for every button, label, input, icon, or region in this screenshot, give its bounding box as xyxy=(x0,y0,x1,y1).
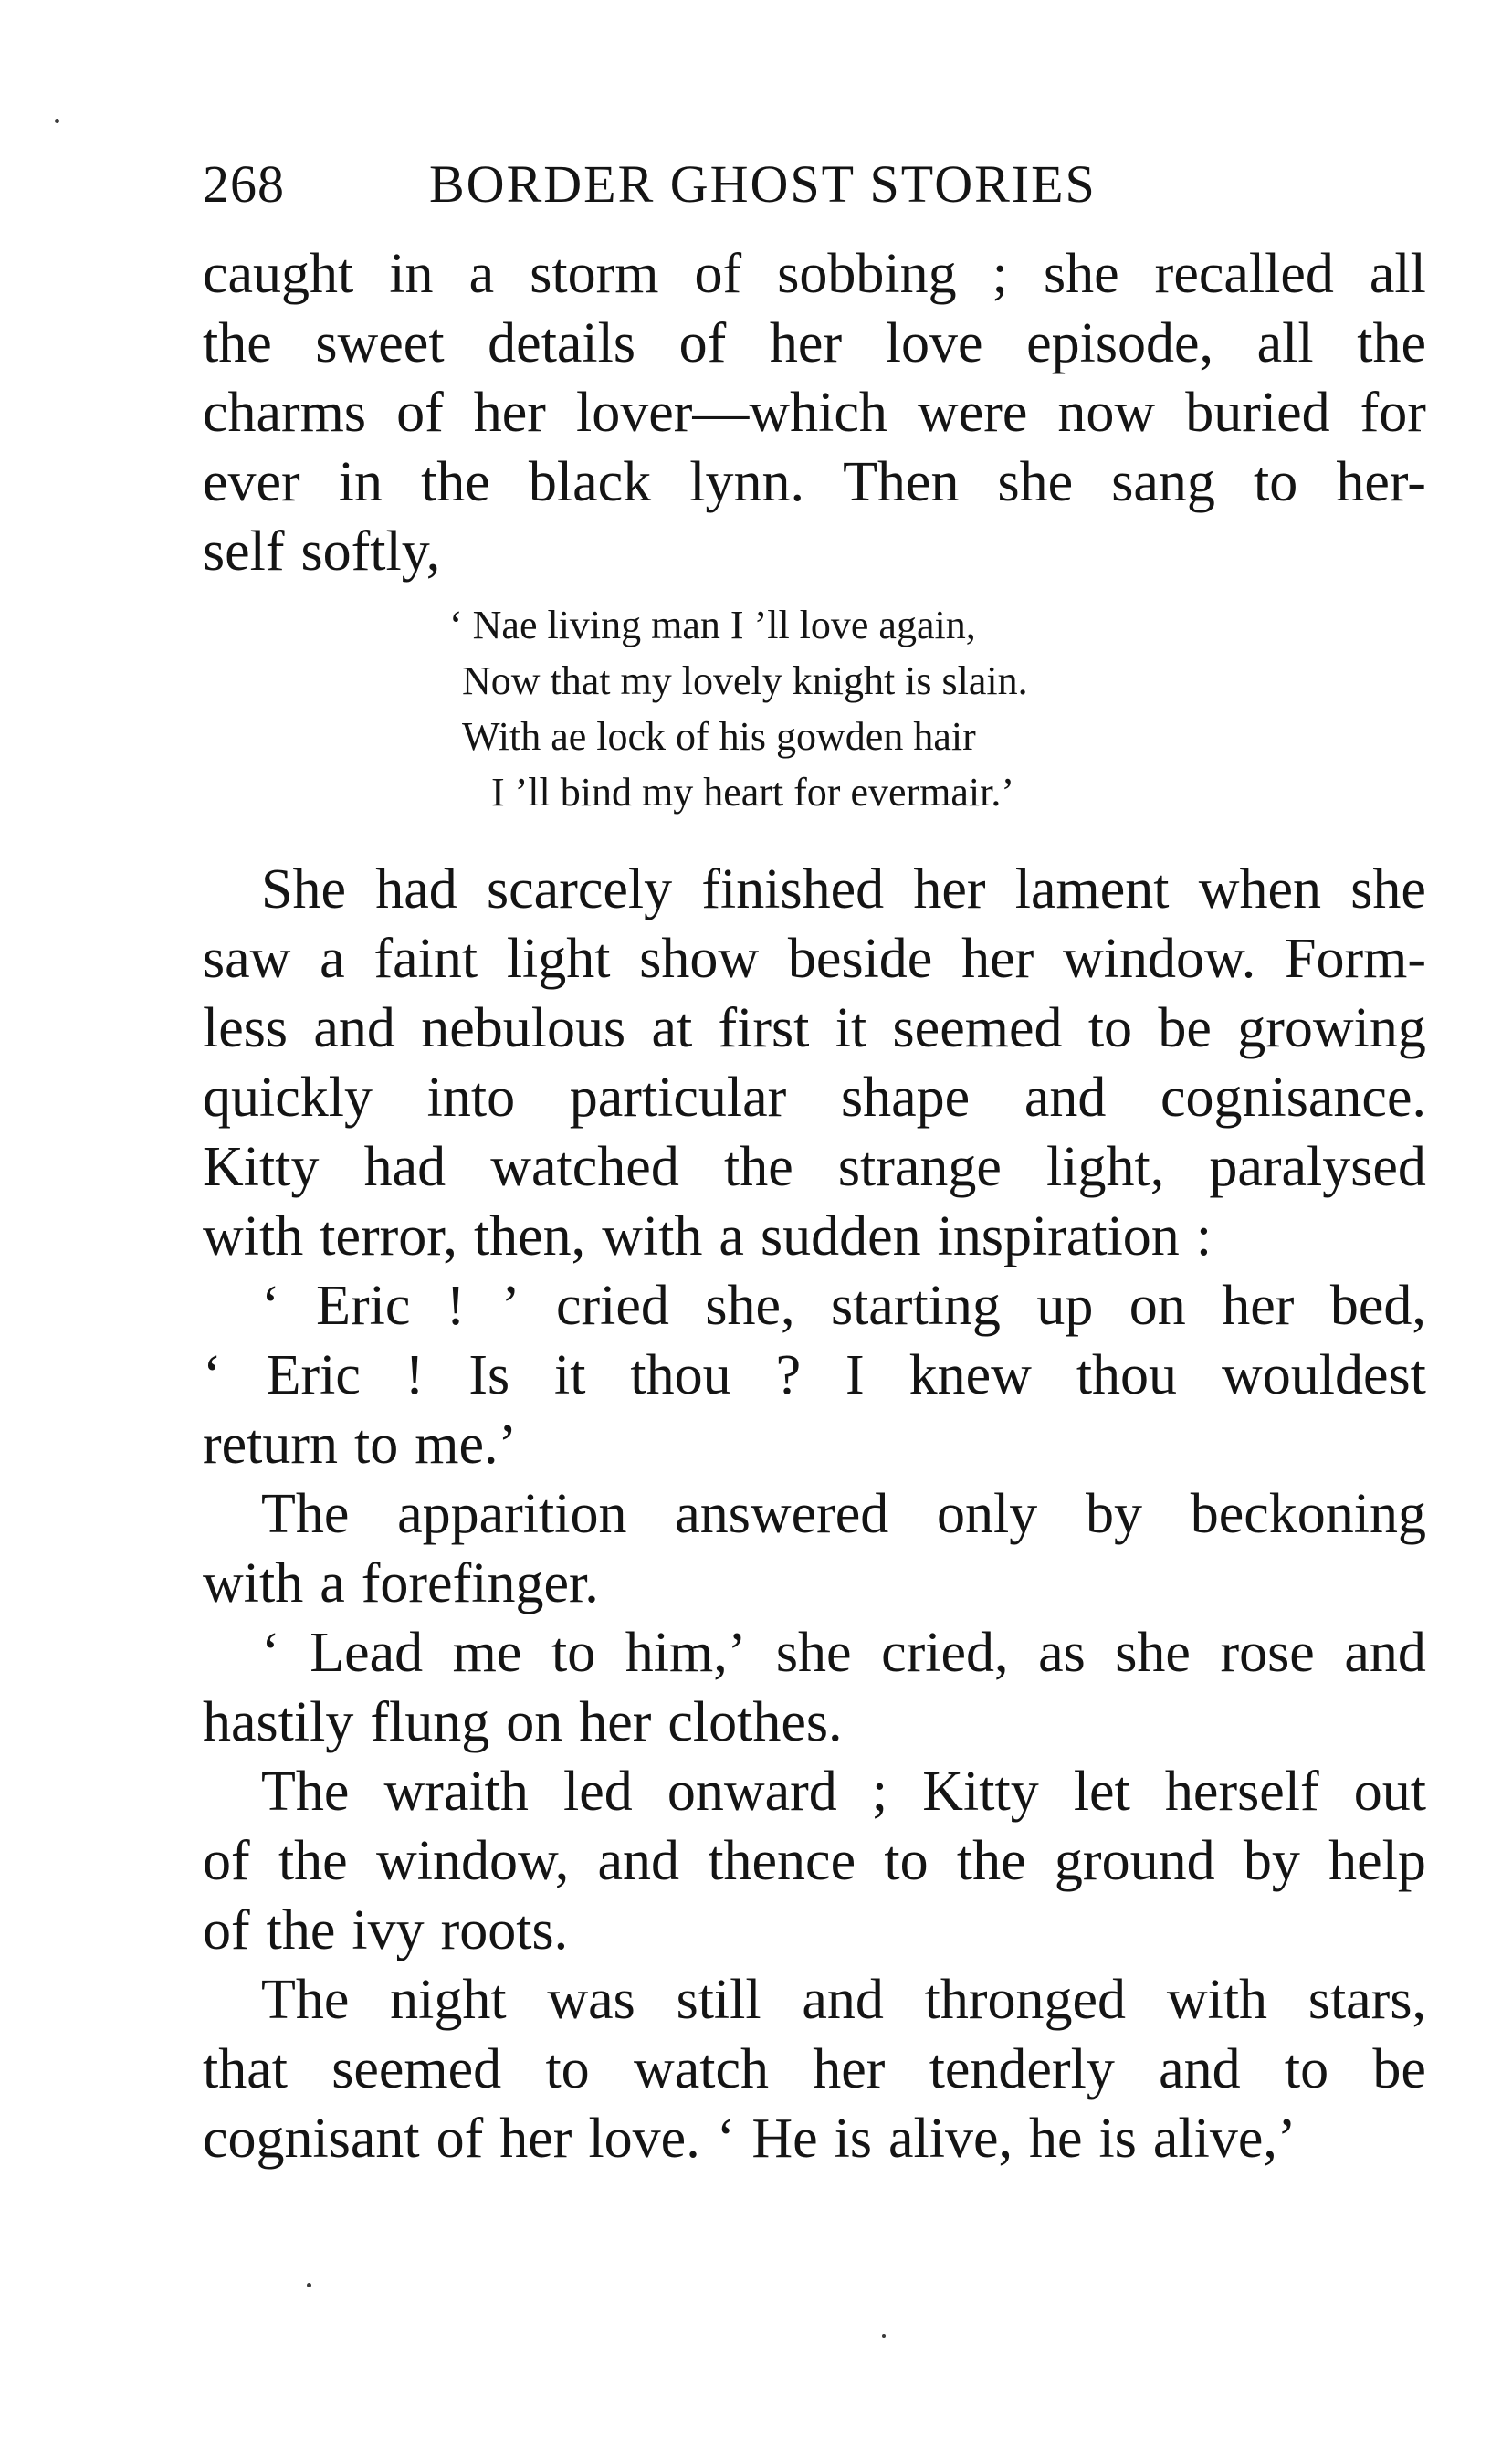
text-line: that seemed to watch her tenderly and to be xyxy=(203,2038,1426,2100)
print-speck xyxy=(882,2334,886,2338)
text-line: return to me.’ xyxy=(203,1414,518,1476)
text-line: with a forefinger. xyxy=(203,1552,599,1614)
text-line: ‘ Eric ! ’ cried she, starting up on her bed, xyxy=(261,1275,1426,1337)
verse-line: Now that my lovely knight is slain. xyxy=(462,658,1028,703)
verse-line: ‘ Nae living man I ’ll love again, xyxy=(449,603,976,647)
text-line: Kitty had watched the strange light, paralysed xyxy=(203,1136,1426,1198)
text-line: The apparition answered only by beckoning xyxy=(261,1483,1426,1545)
text-line: the sweet details of her love episode, all the xyxy=(203,312,1426,374)
paragraph xyxy=(203,1271,1426,1479)
text-line: The wraith led onward ; Kitty let herself out xyxy=(261,1761,1426,1823)
text-line: with terror, then, with a sudden inspiration : xyxy=(203,1205,1213,1267)
print-speck xyxy=(307,2283,311,2288)
print-speck xyxy=(55,119,59,123)
text-line: self softly, xyxy=(203,521,441,583)
text-line: She had scarcely finished her lament when she xyxy=(261,858,1426,920)
text-line: less and nebulous at first it seemed to be growing xyxy=(203,997,1426,1059)
text-line: hastily flung on her clothes. xyxy=(203,1691,843,1753)
text-line: of the ivy roots. xyxy=(203,1899,569,1961)
text-line: The night was still and thronged with stars, xyxy=(261,1969,1426,2031)
verse-block xyxy=(203,597,1426,820)
text-line: quickly into particular shape and cognisance. xyxy=(203,1067,1426,1129)
body-text xyxy=(203,855,1426,2173)
paragraph xyxy=(203,1618,1426,1757)
paragraph xyxy=(203,1757,1426,1965)
paragraph xyxy=(203,855,1426,1271)
page-number: 268 xyxy=(203,154,285,214)
text-line: cognisant of her love. ‘ He is alive, he is alive,’ xyxy=(203,2108,1297,2170)
verse-line: I ’ll bind my heart for evermair.’ xyxy=(491,770,1015,815)
text-line: ‘ Eric ! Is it thou ? I knew thou wouldest xyxy=(203,1344,1426,1406)
paragraph xyxy=(203,1479,1426,1618)
text-line: ‘ Lead me to him,’ she cried, as she rose and xyxy=(261,1622,1426,1684)
text-line: saw a faint light show beside her window. Form- xyxy=(203,928,1426,990)
text-line: charms of her lover—which were now buried for xyxy=(203,382,1426,444)
paragraph-continued xyxy=(203,239,1426,586)
verse-line: With ae lock of his gowden hair xyxy=(462,714,976,759)
paragraph xyxy=(203,1965,1426,2173)
running-title: BORDER GHOST STORIES xyxy=(429,154,1097,214)
text-line: of the window, and thence to the ground by help xyxy=(203,1830,1426,1892)
page-header xyxy=(203,153,1426,221)
text-line: caught in a storm of sobbing ; she recalled all xyxy=(203,243,1426,305)
text-line: ever in the black lynn. Then she sang to her- xyxy=(203,451,1426,513)
book-page xyxy=(203,153,1426,2173)
